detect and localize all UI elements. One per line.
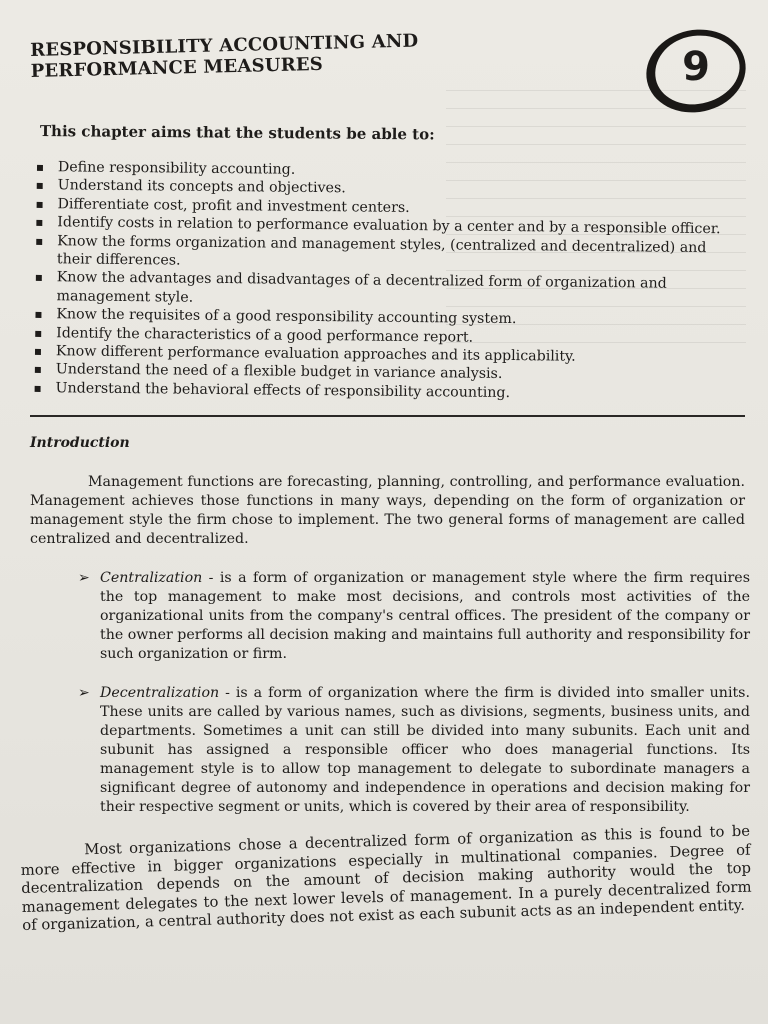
definition-decentralization: is a form of organization where the firm is divided into smaller units. These units are called by various names, such as divisions, segments, business units, and departments. Sometimes a unit can still be divided into many subunits. Each unit and subunit has assigned a responsible officer who does managerial functions. Its management style is to allow top management to delegate to subordinate managers a significant degree of autonomy and independence in operations and decision making for their respective segment or units, which is covered by their area of responsibility. (100, 685, 750, 816)
aims-intro: This chapter aims that the students be able to: (39, 122, 435, 144)
chapter-title-line-1: RESPONSIBILITY ACCOUNTING AND (30, 30, 419, 61)
objective-item: ▪ Differentiate cost, profit and investment centers. (33, 195, 745, 221)
section-heading-introduction: Introduction (30, 435, 130, 452)
term-separator: - (202, 570, 220, 587)
objective-item: ▪ Identify costs in relation to performance evaluation by a center and by a responsible officer. (33, 213, 745, 239)
chapter-number-badge (646, 30, 746, 112)
objective-item: ▪ Know the advantages and disadvantages of a decentralized form of organization and management style. (32, 268, 744, 312)
arrow-bullet-icon: ➢ (78, 685, 90, 702)
intro-paragraph: Management functions are forecasting, planning, controlling, and performance evaluation. Management achieves those functions in many ways, depending on the form of organization or management style the firm chose to implement. The two general forms of management are called centralized and decentralized. (30, 474, 745, 548)
term-separator: - (219, 685, 236, 702)
objective-item: ▪ Define responsibility accounting. (34, 158, 746, 184)
objective-item: ▪ Know the requisites of a good responsibility accounting system. (32, 305, 744, 331)
bullet-centralization (78, 569, 750, 664)
chapter-number: 9 (682, 44, 710, 90)
chapter-title-line-2: PERFORMANCE MEASURES (30, 53, 324, 82)
objective-item: ▪ Understand its concepts and objectives. (34, 176, 746, 202)
term-centralization: Centralization (100, 570, 203, 587)
objectives-list (27, 158, 745, 405)
objective-item: ▪ Know the forms organization and management styles, (centralized and decentralized) and their differences. (33, 232, 745, 276)
objective-item: ▪ Identify the characteristics of a good performance report. (32, 324, 744, 350)
arrow-bullet-icon: ➢ (78, 570, 90, 587)
section-divider (30, 415, 745, 417)
chapter-title (30, 29, 501, 82)
closing-paragraph: Most organizations chose a decentralized form of organization as this is found to be more effective in bigger organizations especially in multinational companies. Degree of decentralization depends on the amount of decision making authority would the top management delegates to the next lower levels of management. In a purely decentralized form of organization, a central authority does not exist as each subunit acts as an independent entity. (20, 822, 752, 935)
objective-item: ▪ Understand the need of a flexible budget in variance analysis. (32, 360, 744, 386)
bullet-decentralization (78, 684, 750, 817)
objective-item: ▪ Know different performance evaluation approaches and its applicability. (32, 342, 744, 368)
objective-item: ▪ Understand the behavioral effects of responsibility accounting. (31, 379, 743, 405)
definition-centralization: is a form of organization or management style where the firm requires the top management to make most decisions, and controls most activities of the organizational units from the company's central offices. The president of the company or the owner performs all decision making and maintains full authority and responsibility for such organization or firm. (100, 570, 750, 663)
term-decentralization: Decentralization (100, 685, 220, 702)
